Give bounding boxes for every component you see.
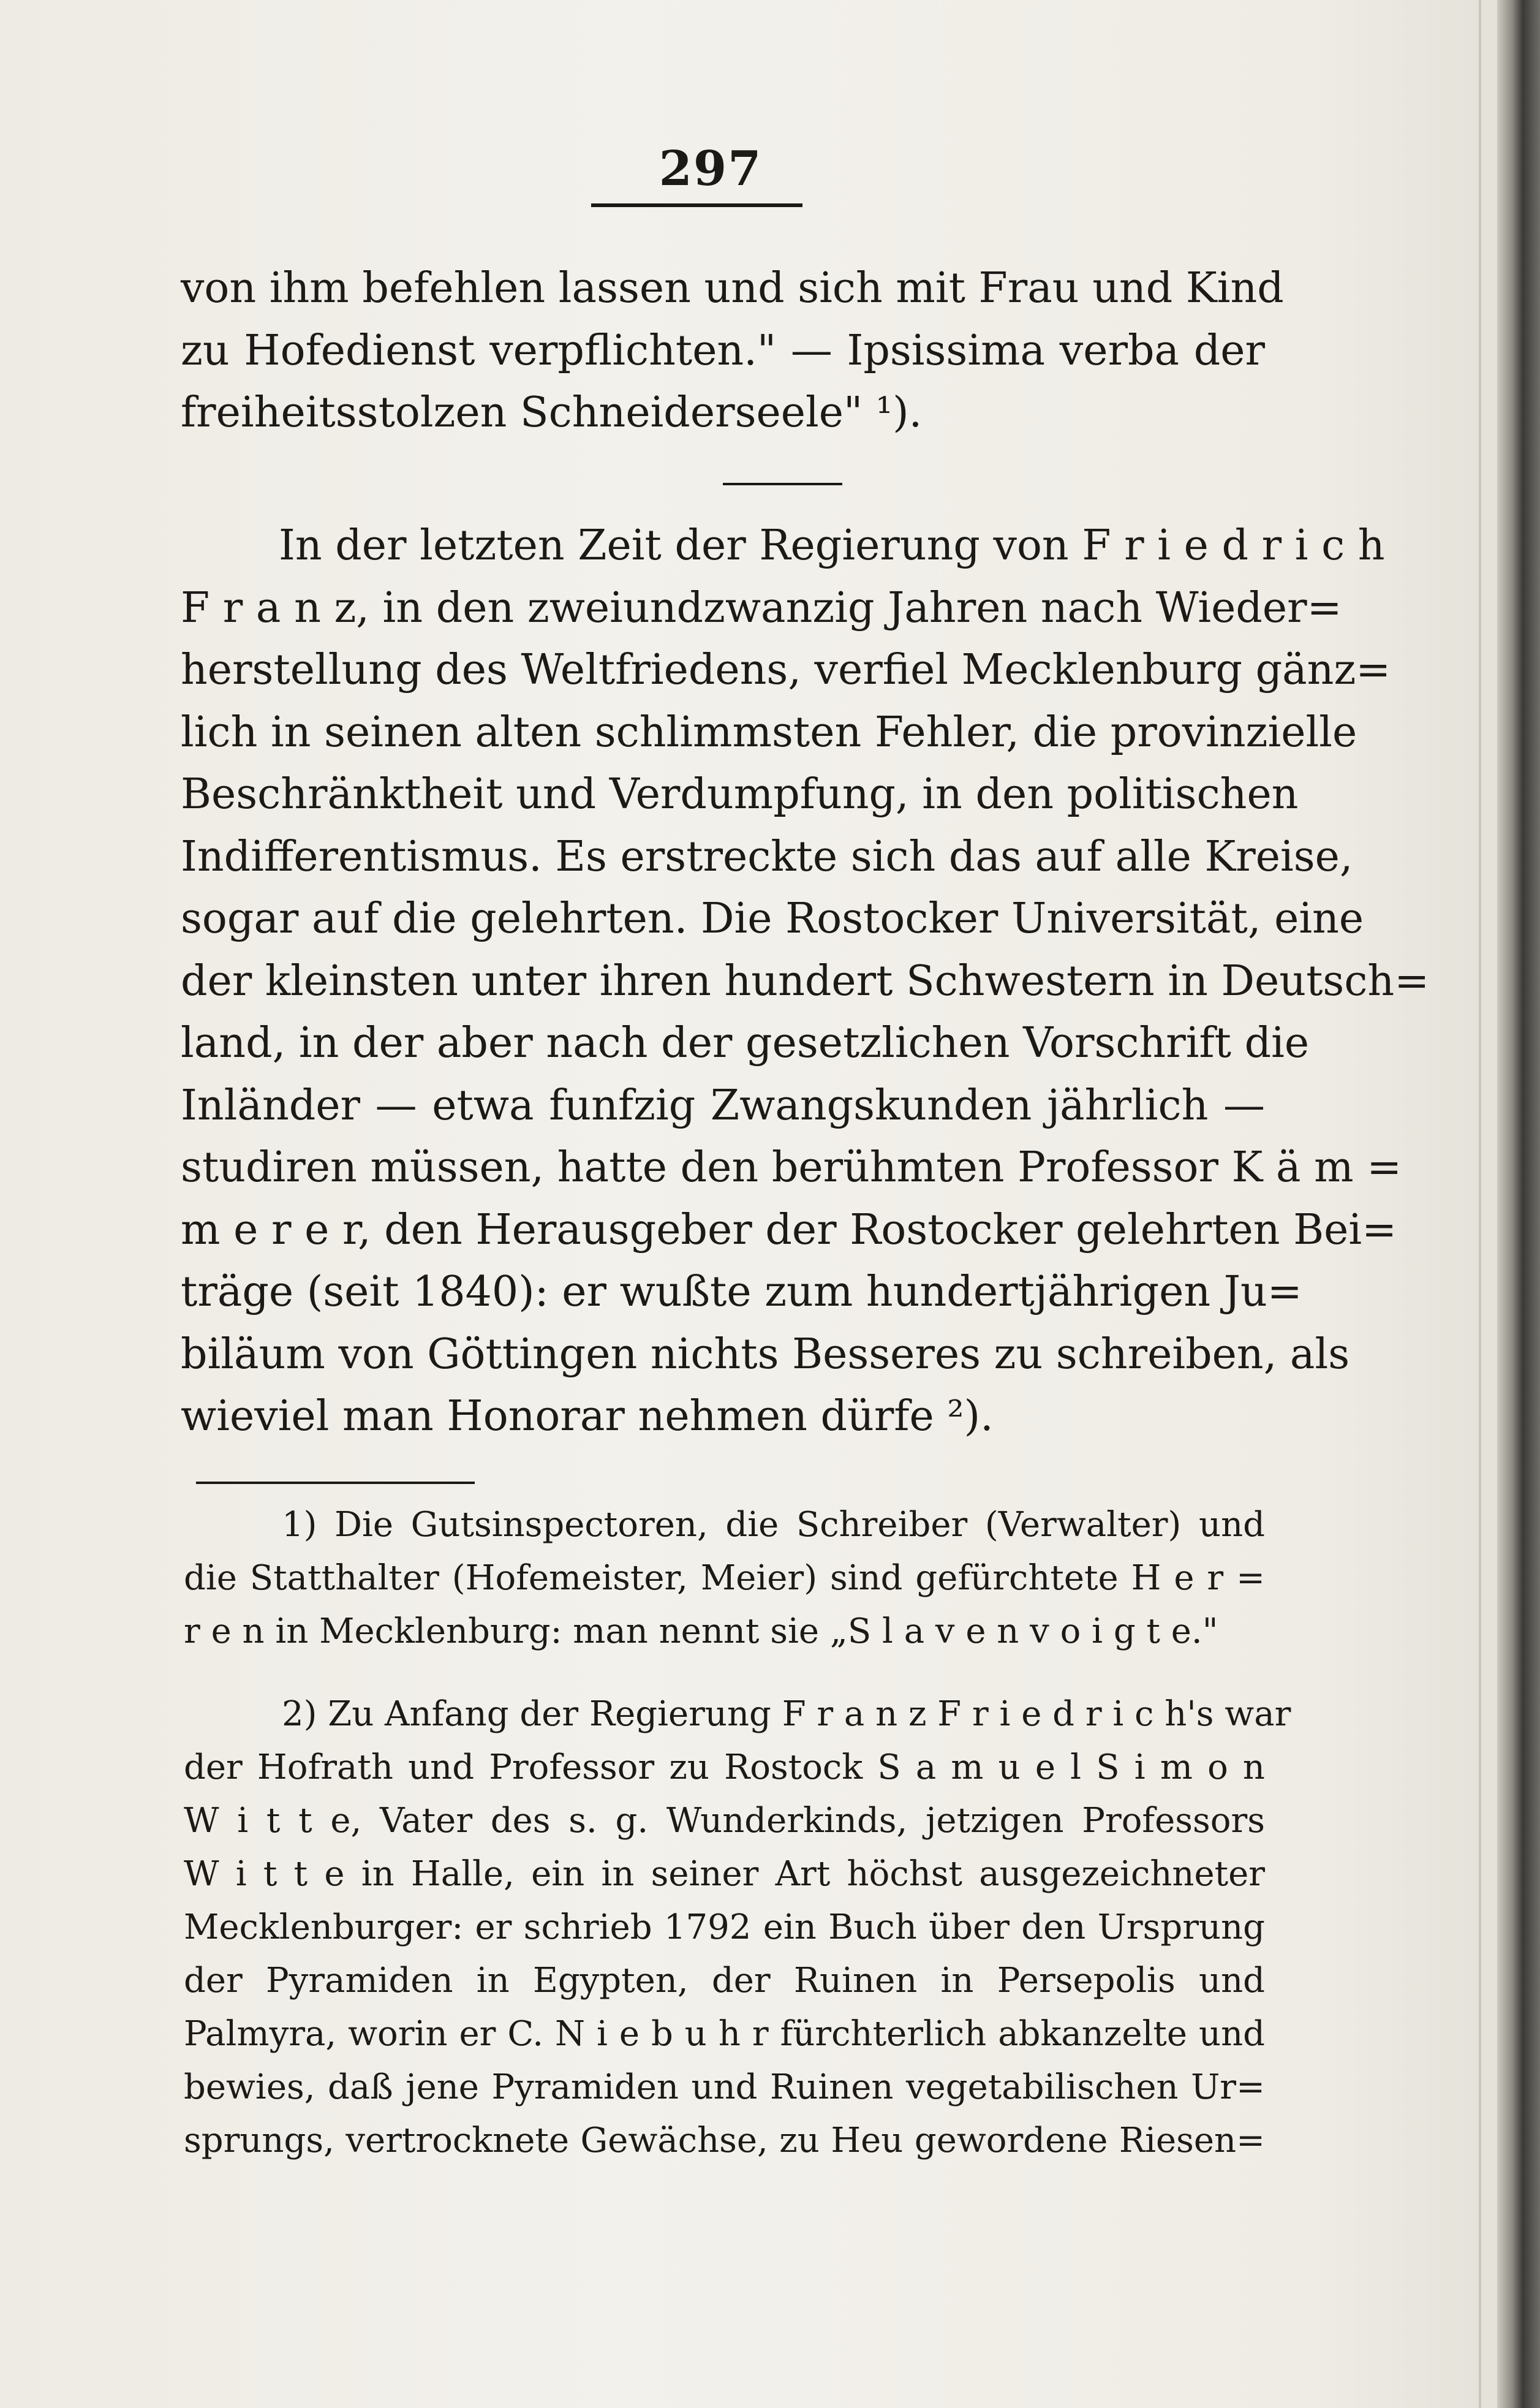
footnote-line: Mecklenburger: er schrieb 1792 ein Buch über den Ursprung <box>184 1907 1265 1947</box>
text-line: träge (seit 1840): er wußte zum hundertjährigen Ju= <box>181 1268 1302 1316</box>
text-line: zu Hofedienst verpflichten." — Ipsissima verba der <box>181 326 1265 375</box>
text-line: In der letzten Zeit der Regierung von F r i e d r i c h <box>279 521 1385 570</box>
footnote-line: r e n in Mecklenburg: man nennt sie „S l a v e n v o i g t e." <box>184 1611 1218 1651</box>
footnote-2 <box>184 1687 1291 2167</box>
footnote-line: die Statthalter (Hofemeister, Meier) sind gefürchtete H e r = <box>184 1558 1265 1598</box>
text-line: biläum von Göttingen nichts Besseres zu schreiben, als <box>181 1330 1350 1379</box>
footnote-line: der Pyramiden in Egypten, der Ruinen in Persepolis und <box>184 1961 1265 2001</box>
text-line: studiren müssen, hatte den berühmten Professor K ä m = <box>181 1143 1402 1192</box>
text-line: m e r e r, den Herausgeber der Rostocker gelehrten Bei= <box>181 1205 1397 1254</box>
text-line: sogar auf die gelehrten. Die Rostocker Universität, eine <box>181 895 1364 943</box>
book-gutter <box>1497 0 1540 2408</box>
footnote-1 <box>184 1498 1265 1658</box>
footnote-line: Palmyra, worin er C. N i e b u h r fürchterlich abkanzelte und <box>184 2014 1265 2054</box>
footnote-line: 2) Zu Anfang der Regierung F r a n z F r i e d r i c h's war <box>282 1694 1291 1734</box>
main-paragraph <box>181 515 1430 1448</box>
footnote-line: sprungs, vertrocknete Gewächse, zu Heu gewordene Riesen= <box>184 2121 1265 2160</box>
text-line: F r a n z, in den zweiundzwanzig Jahren nach Wieder= <box>181 583 1342 632</box>
footnote-rule <box>196 1482 475 1484</box>
header-rule <box>591 203 802 207</box>
footnote-gap <box>184 1658 1265 1687</box>
text-line: von ihm befehlen lassen und sich mit Frau und Kind <box>181 264 1284 312</box>
text-line: lich in seinen alten schlimmsten Fehler, die provinzielle <box>181 708 1357 757</box>
text-line: land, in der aber nach der gesetzlichen Vorschrift die <box>181 1019 1310 1067</box>
text-line: herstellung des Weltfriedens, verfiel Mecklenburg gänz= <box>181 646 1391 694</box>
footnotes <box>184 1498 1291 2167</box>
text-line: Inländer — etwa funfzig Zwangskunden jährlich — <box>181 1081 1265 1130</box>
section-divider <box>723 483 842 485</box>
text-line: wieviel man Honorar nehmen dürfe ²). <box>181 1392 994 1441</box>
text-line: Beschränktheit und Verdumpfung, in den politischen <box>181 770 1299 819</box>
text-line: Indifferentismus. Es erstreckte sich das auf alle Kreise, <box>181 832 1353 881</box>
footnote-line: der Hofrath und Professor zu Rostock S a m u e l S i m o n <box>184 1747 1265 1787</box>
footnote-line: W i t t e in Halle, ein in seiner Art höchst ausgezeichneter <box>184 1854 1265 1894</box>
footnote-line: 1) Die Gutsinspectoren, die Schreiber (Verwalter) und <box>282 1505 1265 1545</box>
page-number: 297 <box>659 141 763 197</box>
page-edge-line <box>1479 0 1481 2408</box>
footnote-line: bewies, daß jene Pyramiden und Ruinen vegetabilischen Ur= <box>184 2067 1265 2107</box>
footnote-line: W i t t e, Vater des s. g. Wunderkinds, jetzigen Professors <box>184 1801 1265 1841</box>
continuation-text <box>181 257 1284 444</box>
text-line: der kleinsten unter ihren hundert Schwestern in Deutsch= <box>181 956 1430 1005</box>
text-line: freiheitsstolzen Schneiderseele" ¹). <box>181 388 923 437</box>
